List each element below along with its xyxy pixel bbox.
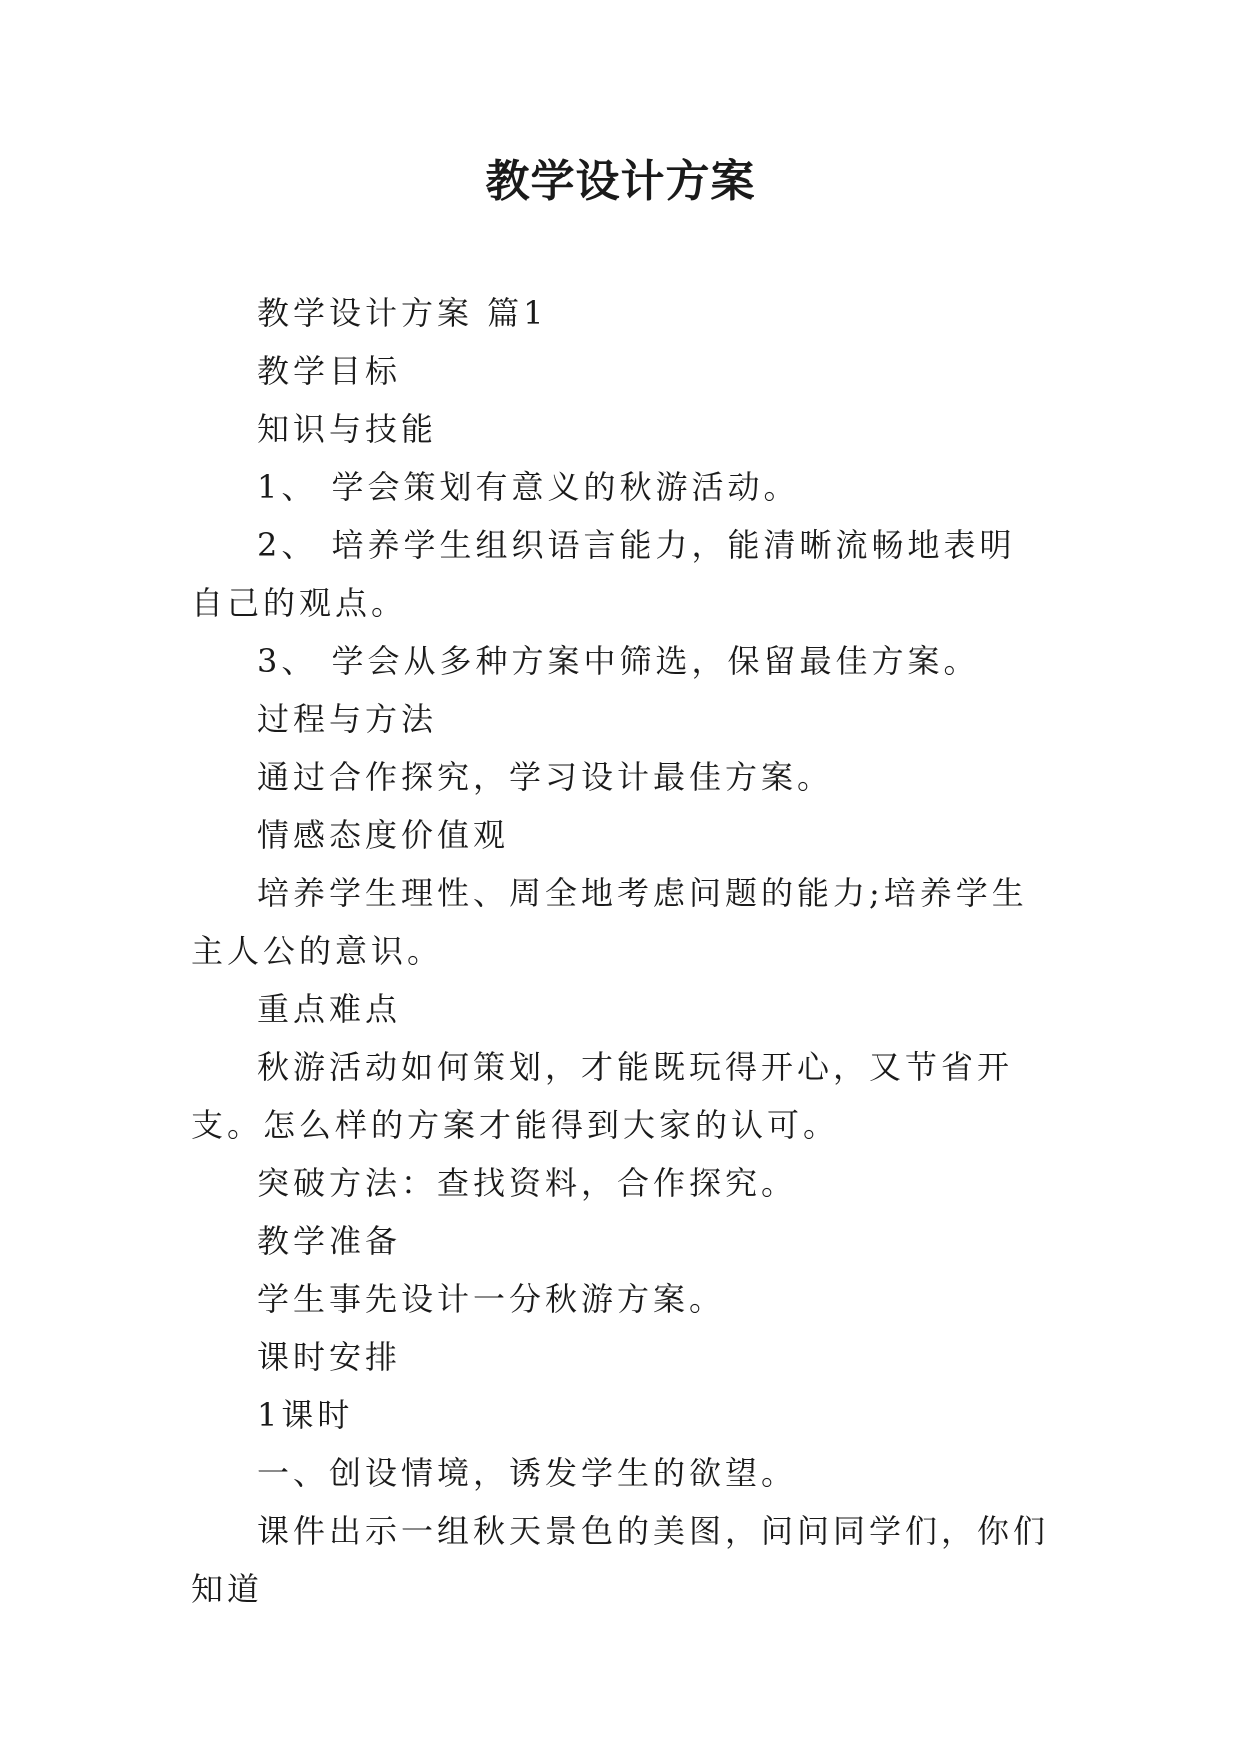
breakthrough-method-text: 突破方法：查找资料，合作探究。 <box>257 1164 798 1202</box>
goal-item-3: 3、 学会从多种方案中筛选，保留最佳方案。 <box>257 642 980 680</box>
step-one-text: 课件出示一组秋天景色的美图，问问同学们，你们知道 <box>191 1512 1050 1608</box>
heading-teaching-preparation: 教学准备 <box>257 1222 402 1260</box>
document-body <box>191 284 1051 1618</box>
heading-emotion-values: 情感态度价值观 <box>257 816 510 854</box>
process-method-text: 通过合作探究，学习设计最佳方案。 <box>257 758 834 796</box>
class-schedule-text: 1课时 <box>257 1396 354 1434</box>
heading-class-schedule: 课时安排 <box>257 1338 402 1376</box>
key-difficulties-text: 秋游活动如何策划，才能既玩得开心，又节省开支。怎么样的方案才能得到大家的认可。 <box>191 1048 1014 1144</box>
section-heading-part1: 教学设计方案 篇1 <box>257 294 548 332</box>
heading-knowledge-skills: 知识与技能 <box>257 410 438 448</box>
document-title: 教学设计方案 <box>485 156 756 207</box>
heading-process-method: 过程与方法 <box>257 700 438 738</box>
step-one-heading: 一、创设情境，诱发学生的欲望。 <box>257 1454 798 1492</box>
heading-teaching-goals: 教学目标 <box>257 352 402 390</box>
goal-item-2: 2、 培养学生组织语言能力，能清晰流畅地表明自己的观点。 <box>191 526 1016 622</box>
heading-key-difficulties: 重点难点 <box>257 990 402 1028</box>
teaching-preparation-text: 学生事先设计一分秋游方案。 <box>257 1280 726 1318</box>
goal-item-1: 1、 学会策划有意义的秋游活动。 <box>257 468 800 506</box>
emotion-values-text: 培养学生理性、周全地考虑问题的能力;培养学生主人公的意识。 <box>191 874 1028 970</box>
